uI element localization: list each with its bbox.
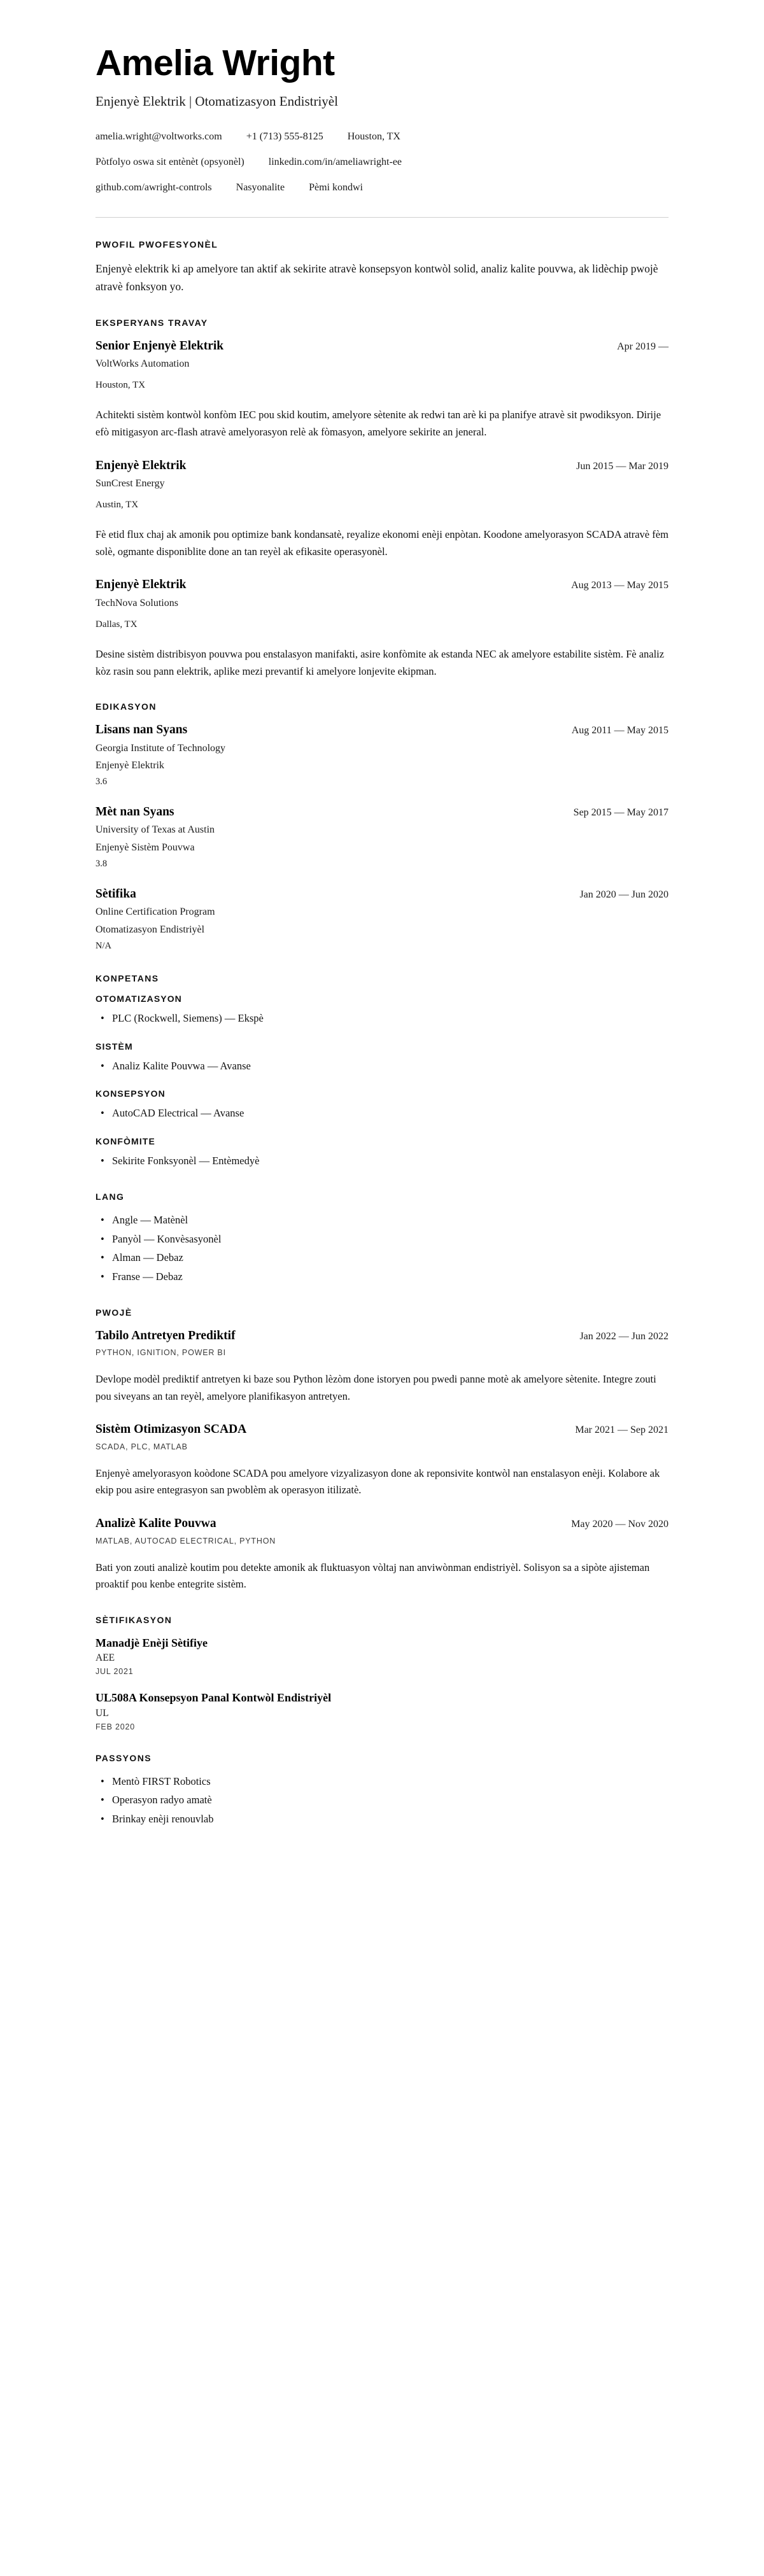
- experience-description: Fè etid flux chaj ak amonik pou optimize bank kondansatè, reyalize ekonomi enèji enpòtan. Koodone amelyorasyon SCADA atravè fèm solè, ogmante disponiblite done an tan reyèl ak efikasite operasyonèl.: [96, 528, 668, 558]
- language-list: [96, 1212, 668, 1286]
- list-item: • AutoCAD Electrical — Avanse: [96, 1105, 668, 1122]
- project-description: Bati yon zouti analizè koutim pou detekte amonik ak fluktuasyon vòltaj nan anviwònman endistriyèl. Solisyon sa a sipòte ajisteman proaktif pou kenbe entegrite sistèm.: [96, 1561, 650, 1591]
- contact-row-3: [96, 180, 668, 195]
- section-languages: [96, 1192, 668, 1286]
- skill-group: [96, 1136, 668, 1170]
- education-field: Enjenyè Sistèm Pouvwa: [96, 842, 195, 854]
- section-summary: [96, 239, 668, 296]
- certification-entry: [96, 1635, 668, 1676]
- experience-entry: [96, 338, 668, 441]
- section-title-experience: EKSPERYANS TRAVAY: [96, 317, 208, 328]
- project-tags: SCADA, PLC, MATLAB: [96, 1442, 188, 1451]
- experience-role: Enjenyè Elektrik: [96, 458, 187, 472]
- section-title-certifications: SÈTIFIKASYON: [96, 1614, 173, 1625]
- contact-row-2: [96, 155, 668, 170]
- experience-location: Austin, TX: [96, 499, 139, 510]
- education-field: Enjenyè Elektrik: [96, 760, 164, 771]
- education-gpa: 3.6: [96, 777, 108, 787]
- contact-linkedin[interactable]: linkedin.com/in/ameliawright-ee: [268, 157, 402, 168]
- experience-description: Desine sistèm distribisyon pouvwa pou enstalasyon manifakti, asire konfòmite ak estanda NEC ak amelyore estabilite sistèm. Fè analiz kòz rasin sou pann elektrik, aplike mezi prevantif ki amelyore lonjevite ekipman.: [96, 647, 665, 677]
- experience-role: Senior Enjenyè Elektrik: [96, 339, 224, 353]
- experience-entry-head: [96, 577, 668, 593]
- certification-issuer: AEE: [96, 1652, 115, 1664]
- education-date: Jan 2020 — Jun 2020: [579, 889, 668, 901]
- page-title: Amelia Wright: [96, 43, 335, 83]
- project-entry: [96, 1328, 668, 1405]
- list-item: • Angle — Matènèl: [96, 1212, 668, 1229]
- certification-name: UL508A Konsepsyon Panal Kontwòl Endistriyèl: [96, 1691, 332, 1705]
- education-entry-head: [96, 886, 668, 903]
- project-tags: MATLAB, AUTOCAD ELECTRICAL, PYTHON: [96, 1536, 276, 1545]
- section-title-summary: PWOFIL PWOFESYONÈL: [96, 239, 218, 250]
- contact-portfolio[interactable]: Pòtfolyo oswa sit entènèt (opsyonèl): [96, 157, 244, 168]
- education-school: Georgia Institute of Technology: [96, 742, 226, 754]
- education-school: Online Certification Program: [96, 906, 215, 918]
- section-title-languages: LANG: [96, 1191, 125, 1202]
- section-skills: [96, 973, 668, 1170]
- contact-nationality: Nasyonalite: [236, 182, 285, 194]
- experience-date: Jun 2015 — Mar 2019: [576, 460, 668, 472]
- list-item: • Brinkay enèji renouvlab: [96, 1811, 668, 1828]
- project-date: Mar 2021 — Sep 2021: [575, 1425, 668, 1436]
- certification-date: FEB 2020: [96, 1722, 135, 1731]
- contact-phone[interactable]: +1 (713) 555-8125: [246, 131, 323, 143]
- list-item: • Operasyon radyo amatè: [96, 1792, 668, 1809]
- skill-group-title: OTOMATIZASYON: [96, 993, 182, 1004]
- contact-row-1: [96, 129, 668, 144]
- list-item: • Panyòl — Konvèsasyonèl: [96, 1231, 668, 1248]
- list-item: • Mentò FIRST Robotics: [96, 1773, 668, 1791]
- list-item: • Analiz Kalite Pouvwa — Avanse: [96, 1058, 668, 1075]
- experience-company: VoltWorks Automation: [96, 358, 190, 370]
- certification-date: JUL 2021: [96, 1667, 134, 1677]
- experience-description: Achitekti sistèm kontwòl konfòm IEC pou skid koutim, amelyore sètenite ak redwi tan arè ki pa planifye atravè sit pwodiksyon. Dirije efò mitigasyon arc-flash atravè amelyorasyon relè ak fòmasyon, amelyore sekirite an jeneral.: [96, 409, 661, 438]
- education-entry: [96, 804, 668, 869]
- section-title-interests: PASSYONS: [96, 1752, 152, 1763]
- interest-list: [96, 1773, 668, 1828]
- experience-role: Enjenyè Elektrik: [96, 578, 187, 592]
- project-tags: PYTHON, IGNITION, POWER BI: [96, 1348, 226, 1357]
- experience-location: Dallas, TX: [96, 619, 138, 630]
- skill-group-title: SISTÈM: [96, 1041, 133, 1052]
- section-title-skills: KONPETANS: [96, 973, 159, 983]
- education-entry-head: [96, 804, 668, 820]
- project-date: Jan 2022 — Jun 2022: [579, 1330, 668, 1342]
- education-gpa: 3.8: [96, 859, 108, 869]
- education-gpa: N/A: [96, 940, 111, 951]
- certification-name: Manadjè Enèji Sètifiye: [96, 1636, 208, 1649]
- skill-group: [96, 1088, 668, 1122]
- education-school: University of Texas at Austin: [96, 824, 215, 836]
- section-experience: [96, 318, 668, 680]
- section-interests: [96, 1753, 668, 1828]
- experience-entry: [96, 458, 668, 561]
- section-title-education: EDIKASYON: [96, 701, 157, 712]
- list-item: • Franse — Debaz: [96, 1269, 668, 1286]
- contact-location: Houston, TX: [347, 131, 400, 143]
- experience-company: SunCrest Energy: [96, 477, 165, 489]
- contact-email[interactable]: amelia.wright@voltworks.com: [96, 131, 222, 143]
- contact-github[interactable]: github.com/awright-controls: [96, 182, 212, 194]
- project-name: Tabilo Antretyen Prediktif: [96, 1328, 236, 1342]
- project-entry: [96, 1421, 668, 1499]
- project-description: Devlope modèl prediktif antretyen ki baze sou Python lèzòm done istoryen pou pwedi panne motè ak amelyore sètenite. Integre zouti pou siveyans an tan reyèl, amelyore planifikasyon antretyen.: [96, 1373, 656, 1402]
- project-name: Sistèm Otimizasyon SCADA: [96, 1423, 247, 1437]
- contact-driving-license: Pèmi kondwi: [309, 182, 363, 194]
- education-date: Aug 2011 — May 2015: [571, 725, 668, 736]
- skill-list: [96, 1105, 668, 1122]
- project-name: Analizè Kalite Pouvwa: [96, 1517, 216, 1531]
- header-divider: [96, 217, 668, 218]
- certification-issuer: UL: [96, 1707, 109, 1719]
- section-certifications: [96, 1615, 668, 1731]
- project-date: May 2020 — Nov 2020: [571, 1519, 668, 1530]
- section-education: [96, 701, 668, 952]
- skill-list: [96, 1058, 668, 1075]
- experience-date: Apr 2019 —: [617, 341, 668, 352]
- list-item: • PLC (Rockwell, Siemens) — Ekspè: [96, 1010, 668, 1027]
- experience-entry: [96, 577, 668, 680]
- experience-location: Houston, TX: [96, 379, 146, 390]
- project-entry: [96, 1516, 668, 1593]
- project-entry-head: [96, 1328, 668, 1344]
- professional-headline: Enjenyè Elektrik | Otomatizasyon Endistriyèl: [96, 93, 338, 109]
- skill-group-title: KONFÒMITE: [96, 1136, 155, 1147]
- experience-date: Aug 2013 — May 2015: [571, 580, 668, 591]
- experience-entry-head: [96, 338, 668, 355]
- certification-entry: [96, 1690, 668, 1731]
- resume-header: [96, 45, 668, 195]
- education-entry: [96, 722, 668, 787]
- skill-list: [96, 1010, 668, 1027]
- education-degree: Sètifika: [96, 887, 136, 901]
- skill-group-title: KONSEPSYON: [96, 1088, 166, 1099]
- summary-text: Enjenyè elektrik ki ap amelyore tan aktif ak sekirite atravè konsepsyon kontwòl solid, analiz kalite pouvwa, ak lidèchip pwojè atravè fonksyon yo.: [96, 262, 658, 293]
- education-entry: [96, 886, 668, 952]
- list-item: • Alman — Debaz: [96, 1249, 668, 1267]
- education-date: Sep 2015 — May 2017: [573, 807, 668, 819]
- skill-list: [96, 1153, 668, 1170]
- education-entry-head: [96, 722, 668, 738]
- list-item: • Sekirite Fonksyonèl — Entèmedyè: [96, 1153, 668, 1170]
- skill-group: [96, 994, 668, 1027]
- section-title-projects: PWOJÈ: [96, 1307, 132, 1318]
- education-field: Otomatizasyon Endistriyèl: [96, 924, 205, 936]
- experience-entry-head: [96, 458, 668, 474]
- experience-company: TechNova Solutions: [96, 597, 178, 609]
- skill-group: [96, 1041, 668, 1075]
- project-entry-head: [96, 1516, 668, 1532]
- education-degree: Mèt nan Syans: [96, 805, 174, 819]
- section-projects: [96, 1307, 668, 1593]
- project-entry-head: [96, 1421, 668, 1438]
- education-degree: Lisans nan Syans: [96, 723, 188, 737]
- project-description: Enjenyè amelyorasyon koòdone SCADA pou amelyore vizyalizasyon done ak reponsivite kontwòl nan enstalasyon enèji. Kolabore ak ekip pou asire entegrasyon san pwoblèm ak operasyon itilizatè.: [96, 1467, 660, 1496]
